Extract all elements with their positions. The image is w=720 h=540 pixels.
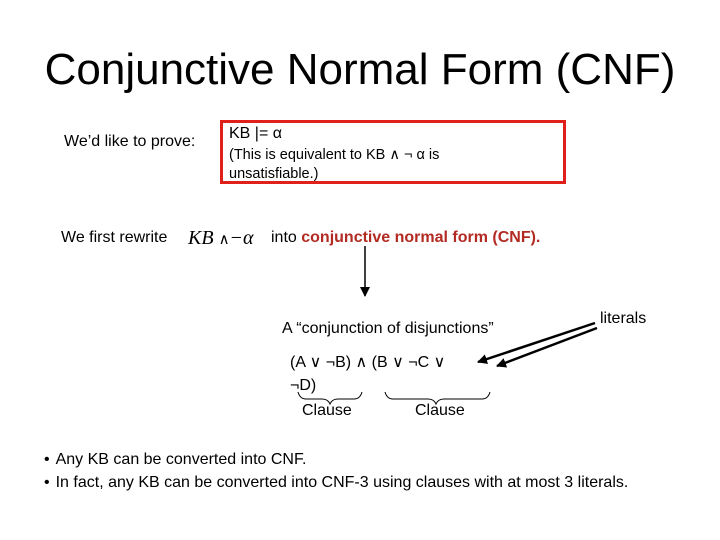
cnf-term: conjunctive normal form (CNF). bbox=[301, 229, 541, 246]
clause-label-1: Clause bbox=[302, 402, 352, 419]
into-prefix: into bbox=[271, 229, 302, 246]
literals-label: literals bbox=[600, 310, 647, 327]
kb-entails-alpha: KB |= α bbox=[229, 125, 282, 142]
cnf-expression-line-2: ¬D) bbox=[290, 377, 317, 394]
literal-arrow-2 bbox=[497, 328, 597, 366]
cnf-expression-line-1: (A ∨ ¬B) ∧ (B ∨ ¬C ∨ bbox=[290, 354, 446, 371]
conjunction-label: A “conjunction of disjunctions” bbox=[282, 320, 494, 337]
literal-arrow-1 bbox=[478, 323, 595, 362]
bullet-list bbox=[44, 448, 628, 494]
slide-title: Conjunctive Normal Form (CNF) bbox=[44, 45, 676, 94]
formula-and: ∧ bbox=[218, 232, 230, 248]
rewrite-label: We first rewrite bbox=[61, 229, 168, 246]
equivalence-note: (This is equivalent to KB ∧ ¬ α is unsatisfiable.) bbox=[229, 147, 440, 182]
prove-label: We’d like to prove: bbox=[64, 133, 196, 150]
clause-label-2: Clause bbox=[415, 402, 465, 419]
bullet-item: • In fact, any KB can be converted into CNF-3 using clauses with at most 3 literals. bbox=[44, 471, 628, 494]
bullet-item: • Any KB can be converted into CNF. bbox=[44, 448, 628, 471]
formula-not-alpha: −α bbox=[229, 227, 254, 249]
formula-kb: KB bbox=[188, 227, 214, 249]
